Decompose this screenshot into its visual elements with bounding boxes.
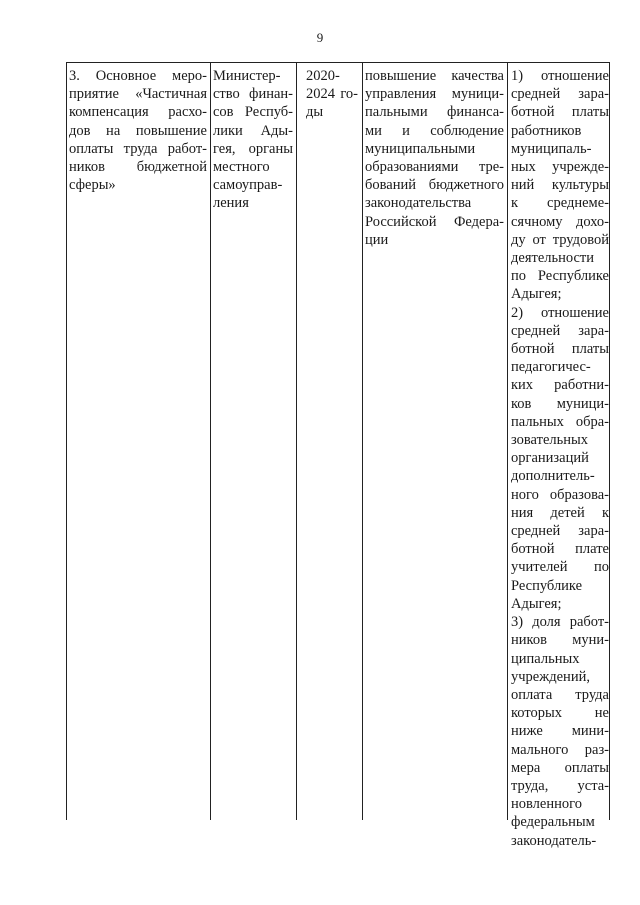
text-line: бований бюджетного (365, 177, 504, 194)
text-line: Республике (511, 577, 583, 594)
text-line: Адыгея; (511, 595, 562, 612)
text-line: Российской Федера- (365, 213, 504, 230)
text-line: 2020- (306, 68, 340, 84)
text-line: сов Респуб- (213, 104, 293, 121)
text-line: мального раз- (511, 741, 609, 758)
cell-result (365, 67, 504, 249)
text-line: ду от трудовой (511, 231, 609, 248)
text-line: ников бюджетной (69, 159, 207, 176)
text-line: лики Ады- (213, 122, 293, 139)
text-line: ципальных (511, 650, 580, 667)
text-line: муниципаль- (511, 140, 592, 157)
column-divider (362, 63, 363, 820)
text-line: пальными финанса- (365, 104, 504, 121)
text-line: пальных обра- (511, 413, 609, 430)
text-line: управления муници- (365, 86, 504, 103)
text-line: к среднеме- (511, 195, 609, 212)
text-line: ных учрежде- (511, 159, 609, 176)
column-divider (210, 63, 211, 820)
text-line: законодательства (365, 195, 472, 212)
text-line: ды (306, 104, 324, 121)
text-line: ного образова- (511, 486, 609, 503)
text-line: учителей по (511, 559, 609, 576)
text-line: работников (511, 122, 582, 139)
text-line: сферы» (69, 177, 116, 194)
cell-period (306, 67, 358, 122)
text-line: ботной плате (511, 541, 609, 558)
page-number: 9 (316, 30, 324, 45)
cell-executor (213, 67, 293, 213)
text-line: средней зара- (511, 322, 609, 339)
cell-measure (69, 67, 207, 194)
text-line: деятельности (511, 250, 595, 267)
text-line: ботной платы (511, 341, 609, 358)
text-line: 3) доля работ- (511, 614, 609, 631)
text-line: 2) отношение (511, 304, 609, 321)
text-line: местного (213, 159, 270, 176)
text-line: законодатель- (511, 832, 597, 849)
text-line: оплаты труда работ- (69, 140, 207, 157)
text-line: зовательных (511, 432, 588, 449)
text-line: Министер- (213, 68, 281, 84)
text-line: ми и соблюдение (365, 122, 504, 139)
text-line: средней зара- (511, 523, 609, 540)
text-line: Адыгея; (511, 286, 562, 303)
text-line: дов на повышение (69, 122, 207, 139)
text-line: мера оплаты (511, 759, 609, 776)
text-line: образованиями тре- (365, 159, 504, 176)
text-line: ких работни- (511, 377, 609, 394)
text-line: сячному дохо- (511, 213, 609, 230)
text-line: оплата труда (511, 686, 609, 703)
text-line: ботной платы (511, 104, 609, 121)
text-line: повышение качества (365, 68, 504, 84)
text-line: учреждений, (511, 668, 590, 685)
text-line: 3. Основное меро- (69, 68, 207, 84)
text-line: ния детей к (511, 504, 609, 521)
text-line: ков муници- (511, 395, 609, 412)
text-line: ниже мини- (511, 723, 609, 740)
column-divider (296, 63, 297, 820)
text-line: приятие «Частичная (69, 86, 207, 103)
text-line: по Республике (511, 268, 609, 285)
text-line: муниципальными (365, 140, 476, 157)
program-table (66, 62, 610, 849)
column-divider (507, 63, 508, 820)
text-line: 2024 го- (306, 86, 358, 103)
text-line: 1) отношение (511, 68, 609, 84)
text-line: ний культуры (511, 177, 609, 194)
text-line: дополнитель- (511, 468, 595, 485)
text-line: компенсация расхо- (69, 104, 207, 121)
text-line: ство финан- (213, 86, 293, 103)
text-line: федеральным (511, 814, 595, 831)
text-line: педагогичес- (511, 359, 591, 376)
text-line: новленного (511, 796, 582, 813)
cell-indicators (511, 67, 609, 850)
text-line: которых не (511, 705, 609, 722)
text-line: организаций (511, 450, 589, 467)
text-line: самоуправ- (213, 177, 283, 194)
text-line: ников муни- (511, 632, 609, 649)
text-line: ления (213, 195, 249, 212)
text-line: гея, органы (213, 140, 293, 157)
text-line: ции (365, 231, 389, 248)
text-line: труда, уста- (511, 777, 609, 794)
text-line: средней зара- (511, 86, 609, 103)
